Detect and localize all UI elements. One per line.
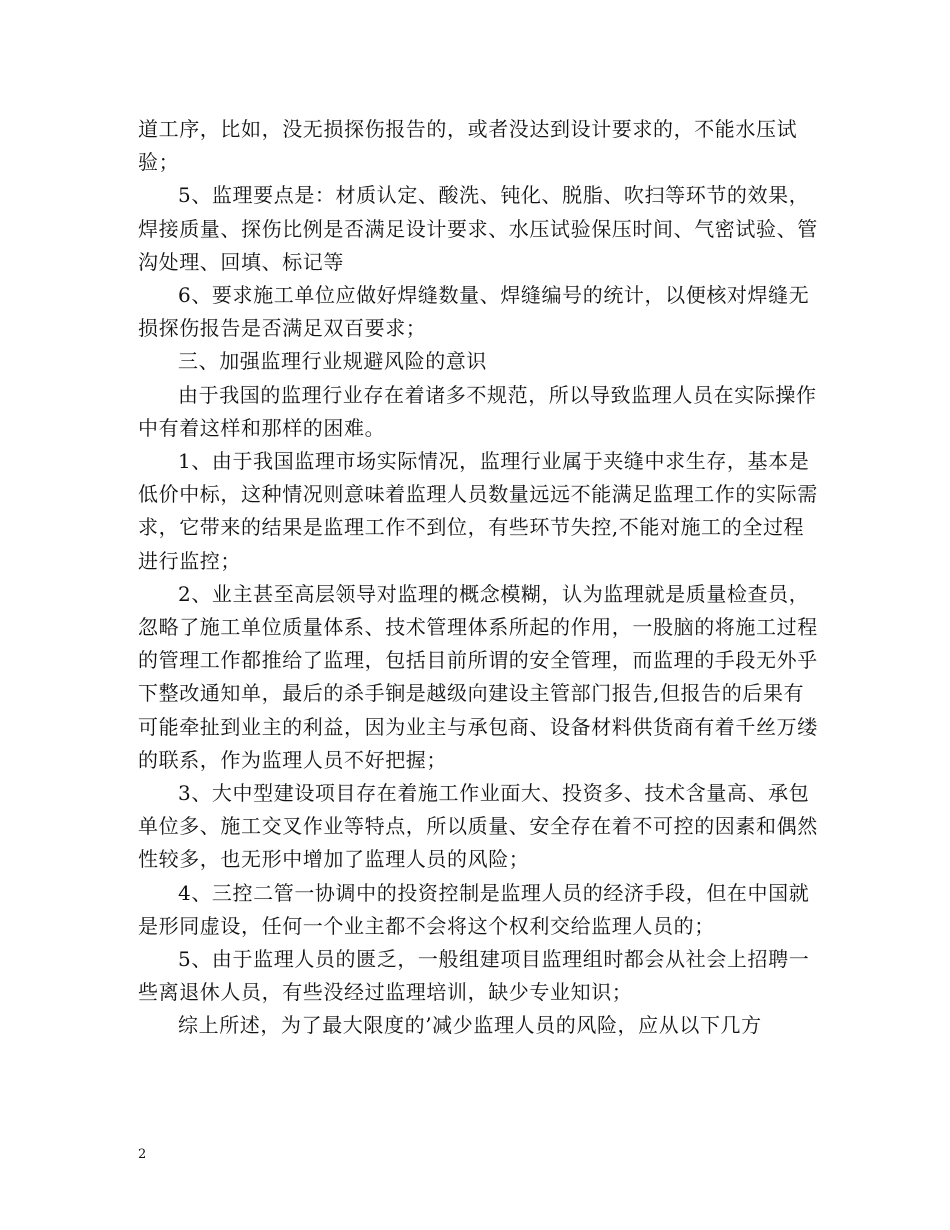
paragraph-intro: 由于我国的监理行业存在着诸多不规范，所以导致监理人员在实际操作中有着这样和那样的困难。: [138, 382, 817, 440]
paragraph-continued: 道工序，比如，没无损探伤报告的，或者没达到设计要求的，不能水压试验；: [138, 117, 798, 175]
paragraph-item-5: 5、由于监理人员的匮乏，一般组建项目监理组时都会从社会上招聘一些离退休人员，有些没经过监理培训，缺少专业知识；: [138, 947, 810, 1005]
paragraph-item-1: 1、由于我国监理市场实际情况，监理行业属于夹缝中求生存，基本是低价中标，这种情况则意味着监理人员数量远远不能满足监理工作的实际需求，它带来的结果是监理工作不到位，有些环节失控,不能对施工的全过程进行监控；: [138, 449, 818, 573]
section-heading-3: 三、加强监理行业规避风险的意识: [178, 349, 487, 374]
paragraph-item-3: 3、大中型建设项目存在着施工作业面大、投资多、技术含量高、承包单位多、施工交叉作业等特点，所以质量、安全存在着不可控的因素和偶然性较多，也无形中增加了监理人员的风险；: [138, 781, 818, 872]
paragraph-item-4: 4、三控二管一协调中的投资控制是监理人员的经济手段，但在中国就是形同虚设，任何一个业主都不会将这个权利交给监理人员的；: [138, 880, 810, 938]
page-number: 2: [138, 1147, 147, 1162]
paragraph-summary: 综上所述，为了最大限度的’减少监理人员的风险，应从以下几方: [178, 1013, 762, 1038]
paragraph-item-5-supervision-points: 5、监理要点是：材质认定、酸洗、钝化、脱脂、吹扫等环节的效果，焊接质量、探伤比例是否满足设计要求、水压试验保压时间、气密试验、管沟处理、回填、标记等: [138, 183, 818, 274]
paragraph-item-6-weld-statistics: 6、要求施工单位应做好焊缝数量、焊缝编号的统计，以便核对焊缝无损探伤报告是否满足双百要求；: [138, 283, 810, 341]
paragraph-item-2: 2、业主甚至高层领导对监理的概念模糊，认为监理就是质量检查员，忽略了施工单位质量体系、技术管理体系所起的作用，一股脑的将施工过程的管理工作都推给了监理，包括目前所谓的安全管理，而监理的手段无外乎下整改通知单，最后的杀手锏是越级向建设主管部门报告,但报告的后果有可能牵扯到业主的利益，因为业主与承包商、设备材料供货商有着千丝万缕的联系，作为监理人员不好把握；: [138, 581, 818, 772]
body-text: [138, 113, 820, 1043]
